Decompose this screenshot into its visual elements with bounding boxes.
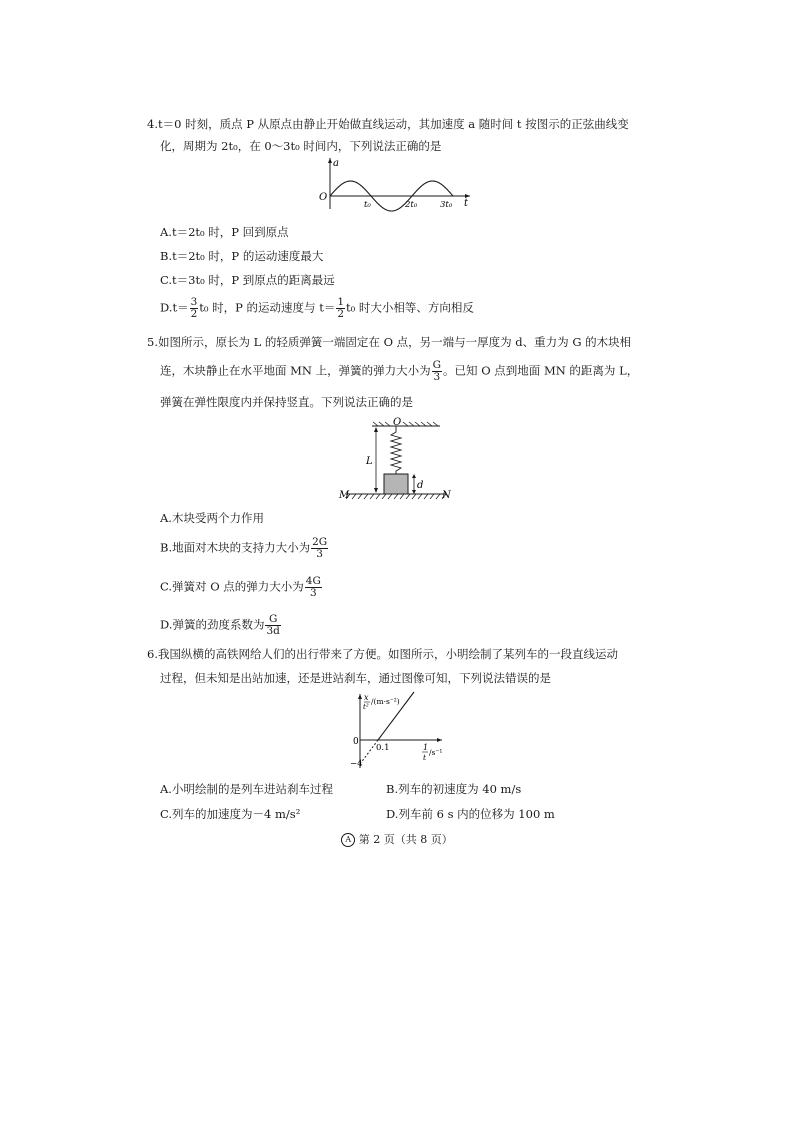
q4-stem-line2: 化，周期为 2t₀，在 0～3t₀ 时间内，下列说法正确的是: [160, 139, 442, 153]
q4-option-b: B.t＝2t₀ 时，P 的运动速度最大: [160, 249, 324, 263]
q5-label-l: L: [366, 456, 373, 467]
q6-option-b: B.列车的初速度为 40 m/s: [386, 782, 522, 796]
q6-x-label-num: 1: [423, 743, 429, 752]
q4-stem-line1: 4.t＝0 时刻，质点 P 从原点由静止开始做直线运动，其加速度 a 随时间 t 按图示的正弦曲线变: [147, 117, 629, 131]
q6-y-label-num: x: [364, 693, 369, 702]
q5-label-o: O: [393, 417, 402, 428]
q6-y-unit: /(m·s⁻²): [371, 697, 400, 706]
q4-option-c: C.t＝3t₀ 时，P 到原点的距离最远: [160, 273, 335, 287]
q4-tick-2t0: 2t₀: [405, 200, 418, 210]
q4-origin-label: O: [319, 192, 328, 203]
q5-option-c: C.弹簧对 O 点的弹力大小为 $\frac{4G}{3}$: [160, 575, 321, 599]
q5-label-d: d: [417, 480, 424, 491]
q6-origin-label: 0: [353, 737, 359, 747]
q4-tick-t0: t₀: [364, 200, 371, 210]
q4-sine-graph: [312, 154, 482, 212]
q5-wood-block: [384, 474, 408, 494]
q6-y-label-den: t²: [363, 703, 369, 711]
q6-y-intercept: −4: [350, 759, 363, 769]
q6-option-a: A.小明绘制的是列车进站刹车过程: [160, 782, 333, 796]
q6-stem-line1: 6.我国纵横的高铁网给人们的出行带来了方便。如图所示，小明绘制了某列车的一段直线运动: [147, 647, 618, 661]
paper-version-badge: A: [341, 833, 355, 847]
q4-option-d-fraction-1: $\frac{3}{2}$: [190, 296, 198, 320]
page-number-text: 第 2 页（共 8 页）: [358, 833, 453, 846]
q6-option-c: C.列车的加速度为－4 m/s²: [160, 807, 301, 821]
q6-graph: [324, 688, 474, 772]
q6-stem-line2: 过程，但未知是出站加速，还是进站刹车，通过图像可知，下列说法错误的是: [160, 671, 551, 685]
q5-spring-figure: [336, 414, 456, 506]
q5-stem-line3: 弹簧在弹性限度内并保持竖直。下列说法正确的是: [160, 395, 413, 409]
q4-tick-3t0: 3t₀: [440, 200, 453, 210]
q4-option-d-fraction-2: $\frac{1}{2}$: [337, 296, 345, 320]
q6-x-tick: 0.1: [376, 743, 390, 753]
q6-option-d: D.列车前 6 s 内的位移为 100 m: [386, 807, 555, 821]
q5-stem-line1: 5.如图所示，原长为 L 的轻质弹簧一端固定在 O 点，另一端与一厚度为 d、重力为 G 的木块相: [147, 335, 632, 349]
q4-y-axis-label: a: [333, 158, 339, 169]
q5-spring: [391, 426, 401, 474]
q4-x-axis-label: t: [464, 198, 469, 209]
page-footer: [0, 831, 794, 847]
q5-option-b: B.地面对木块的支持力大小为 $\frac{2G}{3}$: [160, 536, 328, 560]
q6-x-label-den: t: [423, 753, 427, 762]
q4-option-d: D.t＝ $\frac{3}{2}$ t₀ 时，P 的运动速度与 t＝ $\frac{1}{2}$ t₀ 时大小相等、方向相反: [160, 296, 474, 320]
q4-option-a: A.t＝2t₀ 时，P 回到原点: [160, 225, 289, 239]
q5-stem-line2: 连，木块静止在水平地面 MN 上，弹簧的弹力大小为 $\frac{G}{3}$ 。已知 O 点到地面 MN 的距离为 L，: [160, 359, 639, 383]
q5-label-m: M: [339, 490, 350, 501]
q6-x-unit: /s⁻¹: [429, 748, 443, 757]
q5-option-a: A.木块受两个力作用: [160, 511, 264, 525]
q5-stem-fraction: $\frac{G}{3}$: [432, 359, 442, 383]
q5-option-d: D.弹簧的劲度系数为 $\frac{G}{3d}$: [160, 613, 280, 637]
q5-label-n: N: [442, 490, 451, 501]
